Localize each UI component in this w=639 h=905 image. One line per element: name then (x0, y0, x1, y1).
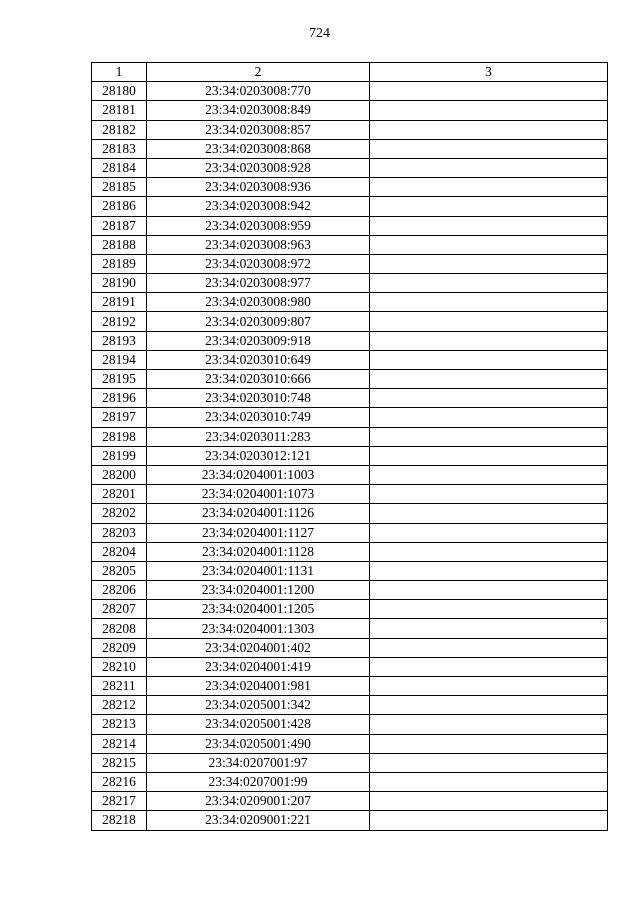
notes-cell (370, 427, 608, 446)
table-body (92, 82, 608, 830)
notes-cell (370, 82, 608, 101)
cadastral-number-cell: 23:34:0203010:649 (147, 350, 370, 369)
table-row (92, 715, 608, 734)
table-row (92, 581, 608, 600)
notes-cell (370, 197, 608, 216)
row-number-cell: 28183 (92, 139, 147, 158)
cadastral-number-cell: 23:34:0204001:419 (147, 657, 370, 676)
table-row (92, 82, 608, 101)
row-number-cell: 28195 (92, 370, 147, 389)
row-number-cell: 28189 (92, 254, 147, 273)
notes-cell (370, 600, 608, 619)
cadastral-number-cell: 23:34:0203010:749 (147, 408, 370, 427)
row-number-cell: 28214 (92, 734, 147, 753)
cadastral-number-cell: 23:34:0203011:283 (147, 427, 370, 446)
cadastral-number-cell: 23:34:0204001:1003 (147, 465, 370, 484)
row-number-cell: 28211 (92, 677, 147, 696)
table-row (92, 638, 608, 657)
row-number-cell: 28187 (92, 216, 147, 235)
table-row (92, 197, 608, 216)
row-number-cell: 28199 (92, 446, 147, 465)
table-row (92, 485, 608, 504)
cadastral-number-cell: 23:34:0207001:99 (147, 772, 370, 791)
row-number-cell: 28185 (92, 178, 147, 197)
cadastral-number-cell: 23:34:0204001:402 (147, 638, 370, 657)
row-number-cell: 28194 (92, 350, 147, 369)
cadastral-number-cell: 23:34:0204001:1073 (147, 485, 370, 504)
row-number-cell: 28207 (92, 600, 147, 619)
notes-cell (370, 312, 608, 331)
notes-cell (370, 158, 608, 177)
row-number-cell: 28197 (92, 408, 147, 427)
table-row (92, 772, 608, 791)
cadastral-number-cell: 23:34:0209001:221 (147, 811, 370, 830)
table-row (92, 696, 608, 715)
table-row (92, 465, 608, 484)
notes-cell (370, 216, 608, 235)
table-row (92, 734, 608, 753)
cadastral-number-cell: 23:34:0203008:928 (147, 158, 370, 177)
cadastral-number-cell: 23:34:0204001:1200 (147, 581, 370, 600)
table-row (92, 408, 608, 427)
row-number-cell: 28206 (92, 581, 147, 600)
row-number-cell: 28210 (92, 657, 147, 676)
table-row (92, 561, 608, 580)
notes-cell (370, 254, 608, 273)
row-number-cell: 28218 (92, 811, 147, 830)
cadastral-number-cell: 23:34:0207001:97 (147, 753, 370, 772)
table-row (92, 504, 608, 523)
notes-cell (370, 274, 608, 293)
notes-cell (370, 178, 608, 197)
table-row (92, 331, 608, 350)
cadastral-number-cell: 23:34:0203012:121 (147, 446, 370, 465)
cadastral-number-cell: 23:34:0204001:1126 (147, 504, 370, 523)
row-number-cell: 28200 (92, 465, 147, 484)
row-number-cell: 28205 (92, 561, 147, 580)
row-number-cell: 28217 (92, 792, 147, 811)
row-number-cell: 28208 (92, 619, 147, 638)
cadastral-number-cell: 23:34:0203010:748 (147, 389, 370, 408)
table-row (92, 254, 608, 273)
table-row (92, 235, 608, 254)
table-row (92, 542, 608, 561)
table-row (92, 312, 608, 331)
table-row (92, 370, 608, 389)
row-number-cell: 28188 (92, 235, 147, 254)
notes-cell (370, 389, 608, 408)
row-number-cell: 28216 (92, 772, 147, 791)
table-row (92, 619, 608, 638)
cadastral-number-cell: 23:34:0203008:936 (147, 178, 370, 197)
notes-cell (370, 523, 608, 542)
cadastral-number-cell: 23:34:0204001:981 (147, 677, 370, 696)
table-row (92, 792, 608, 811)
row-number-cell: 28190 (92, 274, 147, 293)
cadastral-number-cell: 23:34:0203008:942 (147, 197, 370, 216)
notes-cell (370, 331, 608, 350)
notes-cell (370, 734, 608, 753)
table-row (92, 293, 608, 312)
notes-cell (370, 677, 608, 696)
table-row (92, 120, 608, 139)
notes-cell (370, 542, 608, 561)
table-row (92, 101, 608, 120)
notes-cell (370, 561, 608, 580)
row-number-cell: 28196 (92, 389, 147, 408)
row-number-cell: 28212 (92, 696, 147, 715)
table-header-row (92, 63, 608, 82)
row-number-cell: 28192 (92, 312, 147, 331)
cadastral-number-cell: 23:34:0205001:342 (147, 696, 370, 715)
cadastral-number-cell: 23:34:0203008:972 (147, 254, 370, 273)
table-row (92, 389, 608, 408)
row-number-cell: 28186 (92, 197, 147, 216)
cadastral-number-cell: 23:34:0204001:1128 (147, 542, 370, 561)
cadastral-number-cell: 23:34:0205001:490 (147, 734, 370, 753)
notes-cell (370, 715, 608, 734)
row-number-cell: 28184 (92, 158, 147, 177)
notes-cell (370, 619, 608, 638)
table-row (92, 753, 608, 772)
notes-cell (370, 139, 608, 158)
notes-cell (370, 696, 608, 715)
notes-cell (370, 504, 608, 523)
table-row (92, 350, 608, 369)
table-row (92, 178, 608, 197)
cadastral-number-cell: 23:34:0205001:428 (147, 715, 370, 734)
cadastral-number-cell: 23:34:0209001:207 (147, 792, 370, 811)
cadastral-number-cell: 23:34:0203010:666 (147, 370, 370, 389)
table-row (92, 677, 608, 696)
row-number-cell: 28191 (92, 293, 147, 312)
row-number-cell: 28202 (92, 504, 147, 523)
table-row (92, 216, 608, 235)
cadastral-number-cell: 23:34:0203008:959 (147, 216, 370, 235)
page-number: 724 (309, 26, 330, 41)
notes-cell (370, 235, 608, 254)
table-row (92, 427, 608, 446)
row-number-cell: 28203 (92, 523, 147, 542)
notes-cell (370, 350, 608, 369)
cadastral-number-cell: 23:34:0203008:963 (147, 235, 370, 254)
cadastral-number-cell: 23:34:0204001:1127 (147, 523, 370, 542)
notes-cell (370, 370, 608, 389)
row-number-cell: 28182 (92, 120, 147, 139)
table-row (92, 811, 608, 830)
table-row (92, 446, 608, 465)
cadastral-number-cell: 23:34:0203008:770 (147, 82, 370, 101)
notes-cell (370, 581, 608, 600)
notes-cell (370, 638, 608, 657)
registry-table (91, 62, 608, 831)
cadastral-number-cell: 23:34:0203009:807 (147, 312, 370, 331)
row-number-cell: 28204 (92, 542, 147, 561)
notes-cell (370, 408, 608, 427)
column-header-2: 2 (147, 63, 370, 82)
notes-cell (370, 101, 608, 120)
column-header-3: 3 (370, 63, 608, 82)
cadastral-number-cell: 23:34:0203008:980 (147, 293, 370, 312)
column-header-1: 1 (92, 63, 147, 82)
notes-cell (370, 753, 608, 772)
row-number-cell: 28215 (92, 753, 147, 772)
row-number-cell: 28180 (92, 82, 147, 101)
row-number-cell: 28193 (92, 331, 147, 350)
table-row (92, 274, 608, 293)
notes-cell (370, 811, 608, 830)
row-number-cell: 28209 (92, 638, 147, 657)
cadastral-number-cell: 23:34:0203009:918 (147, 331, 370, 350)
row-number-cell: 28201 (92, 485, 147, 504)
row-number-cell: 28213 (92, 715, 147, 734)
cadastral-number-cell: 23:34:0204001:1131 (147, 561, 370, 580)
notes-cell (370, 465, 608, 484)
table-row (92, 600, 608, 619)
table-row (92, 523, 608, 542)
notes-cell (370, 772, 608, 791)
cadastral-number-cell: 23:34:0203008:977 (147, 274, 370, 293)
table-row (92, 139, 608, 158)
cadastral-number-cell: 23:34:0203008:868 (147, 139, 370, 158)
notes-cell (370, 120, 608, 139)
row-number-cell: 28181 (92, 101, 147, 120)
notes-cell (370, 485, 608, 504)
notes-cell (370, 293, 608, 312)
row-number-cell: 28198 (92, 427, 147, 446)
notes-cell (370, 792, 608, 811)
table-row (92, 657, 608, 676)
notes-cell (370, 657, 608, 676)
cadastral-number-cell: 23:34:0204001:1303 (147, 619, 370, 638)
cadastral-number-cell: 23:34:0203008:849 (147, 101, 370, 120)
table-row (92, 158, 608, 177)
cadastral-number-cell: 23:34:0204001:1205 (147, 600, 370, 619)
cadastral-number-cell: 23:34:0203008:857 (147, 120, 370, 139)
notes-cell (370, 446, 608, 465)
